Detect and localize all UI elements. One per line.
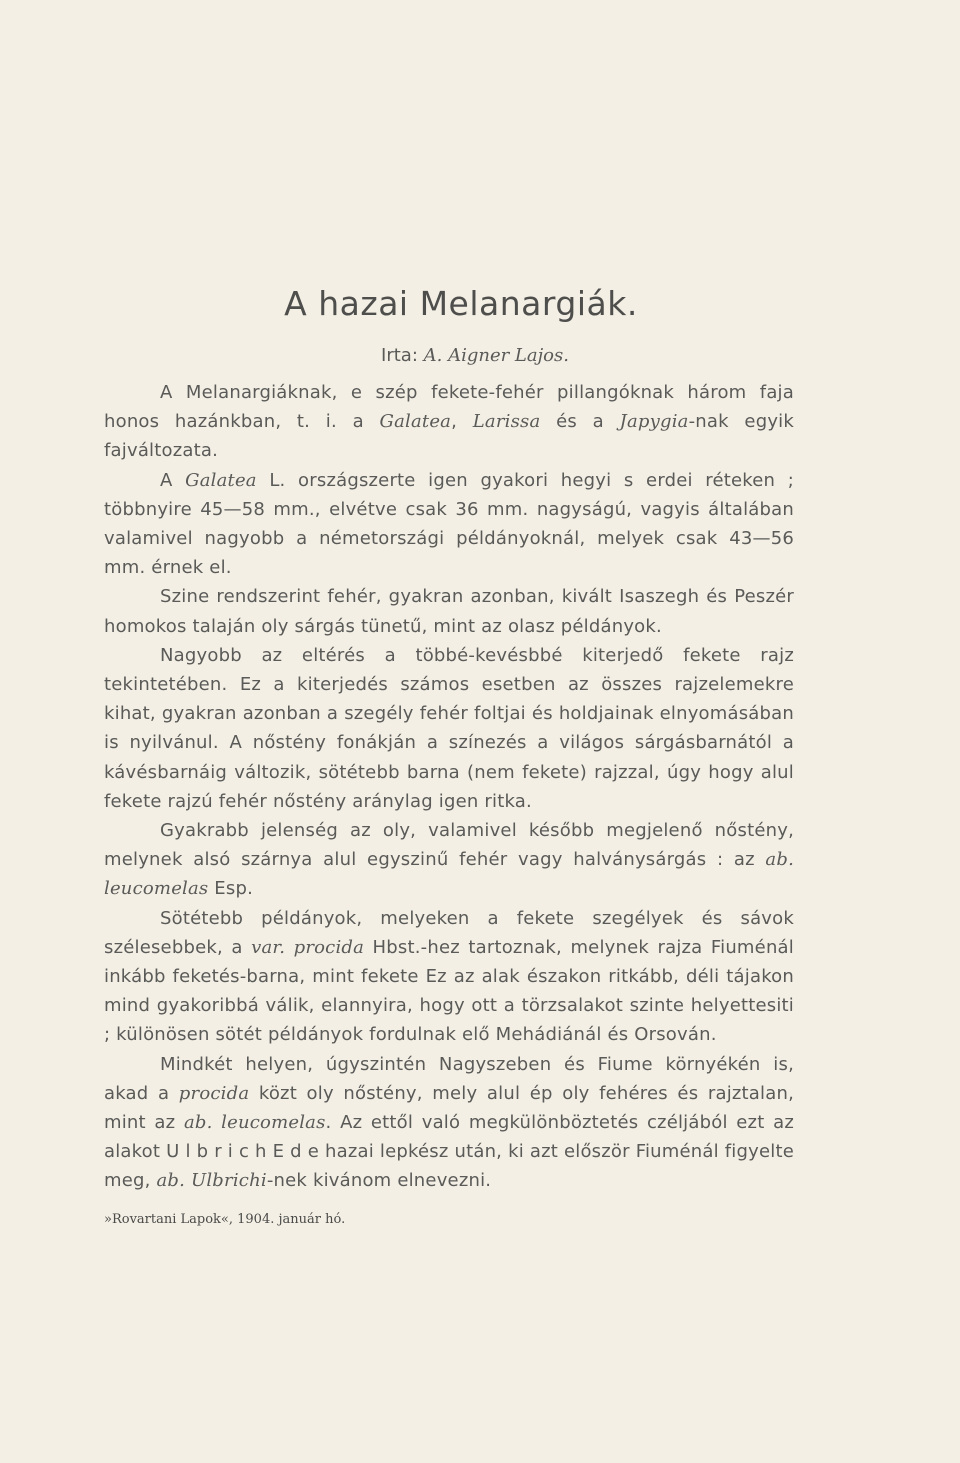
paragraph (104, 904, 794, 1050)
paragraph (104, 641, 794, 816)
italic-text-run: Galatea (185, 469, 257, 491)
text-run: Nagyobb az eltérés a többé-kevésbbé kiterjedő fekete rajz tekintetében. Ez a kiterjedés számos esetben az összes rajzelemekre kihat, gyakran azonban a szegély fehér foltjai és holdjainak elnyomásában is nyilvánul. A nőstény fonákján a színezés a világos sárgásbarnától a kávésbarnáig változik, sötétebb barna (nem fekete) rajzzal, úgy hogy alul fekete rajzú fehér nőstény aránylag igen ritka. (104, 644, 794, 812)
italic-text-run: procida (178, 1082, 250, 1104)
author-name: A. Aigner Lajos. (423, 345, 569, 366)
italic-text-run: ab. leucomelas (183, 1112, 326, 1134)
text-run: Gyakrabb jelenség az oly, valamivel később megjelenő nőstény, melynek alsó szárnya alul egyszinű fehér vagy halványsárgás : az (104, 820, 794, 871)
text-run: -nek kivánom elnevezni. (266, 1170, 492, 1192)
text-run: közt oly nőstény, mely alul ép oly fehéres és rajztalan, mint az (104, 1082, 794, 1134)
paragraph (104, 378, 794, 466)
text-run: . Az ettől való megkülönböztetés czéljából ezt az alakot U l b r i c h E d e hazai lepkész után, ki azt először Fiuménál figyelte meg, (104, 1112, 794, 1192)
article-body (104, 378, 794, 1196)
text-run: Mindkét helyen, úgyszintén Nagyszeben és Fiume környékén is, akad a (104, 1053, 794, 1104)
text-run: -nak egyik fajváltozata. (104, 411, 795, 462)
text-run: Szine rendszerint fehér, gyakran azonban, kivált Isaszegh és Peszér homokos talaján oly sárgás tünetű, mint az olasz példányok. (104, 586, 794, 637)
document-page (104, 282, 794, 1230)
source-footer: »Rovartani Lapok«, 1904. január hó. (104, 1211, 346, 1227)
italic-text-run: Galatea (379, 411, 452, 433)
italic-text-run: ab. leucomelas (104, 849, 794, 900)
text-run: Sötétebb példányok, melyeken a fekete szegélyek és sávok szélesebbek, a (104, 907, 794, 958)
italic-text-run: Larissa (472, 411, 541, 433)
text-run: A Melanargiáknak, e szép fekete-fehér pillangóknak három faja honos hazánkban, t. i. a (104, 382, 794, 433)
text-run: és a (540, 411, 620, 433)
text-run: , (451, 411, 473, 433)
text-run: Hbst.-hez tartoznak, melynek rajza Fiuménál inkább feketés-barna, mint fekete Ez az alak északon ritkább, déli tájakon mind gyakoribbá válik, elannyira, hogy ott a törzsalakot szinte helyettesiti ; különösen sötét példányok fordulnak elő Mehádiánál és Orsován. (104, 936, 794, 1046)
paragraph (104, 816, 794, 904)
byline-prefix: Irta: (381, 345, 418, 366)
article-title: A hazai Melanargiák. (284, 284, 638, 323)
text-run: A (160, 469, 186, 491)
byline (156, 342, 794, 370)
paragraph (104, 1050, 794, 1196)
italic-text-run: var. procida (251, 936, 365, 958)
text-run: L. országszerte igen gyakori hegyi s erdei réteken ; többnyire 45—58 mm., elvétve csak 36 mm. nagyságú, vagyis általában valamivel nagyobb a németországi példányoknál, melyek csak 43—56 mm. érnek el. (104, 469, 795, 579)
paragraph (104, 466, 794, 583)
italic-text-run: Japygia (619, 411, 689, 433)
text-run: Esp. (208, 878, 253, 900)
paragraph (104, 582, 794, 640)
italic-text-run: ab. Ulbrichi (156, 1170, 267, 1192)
